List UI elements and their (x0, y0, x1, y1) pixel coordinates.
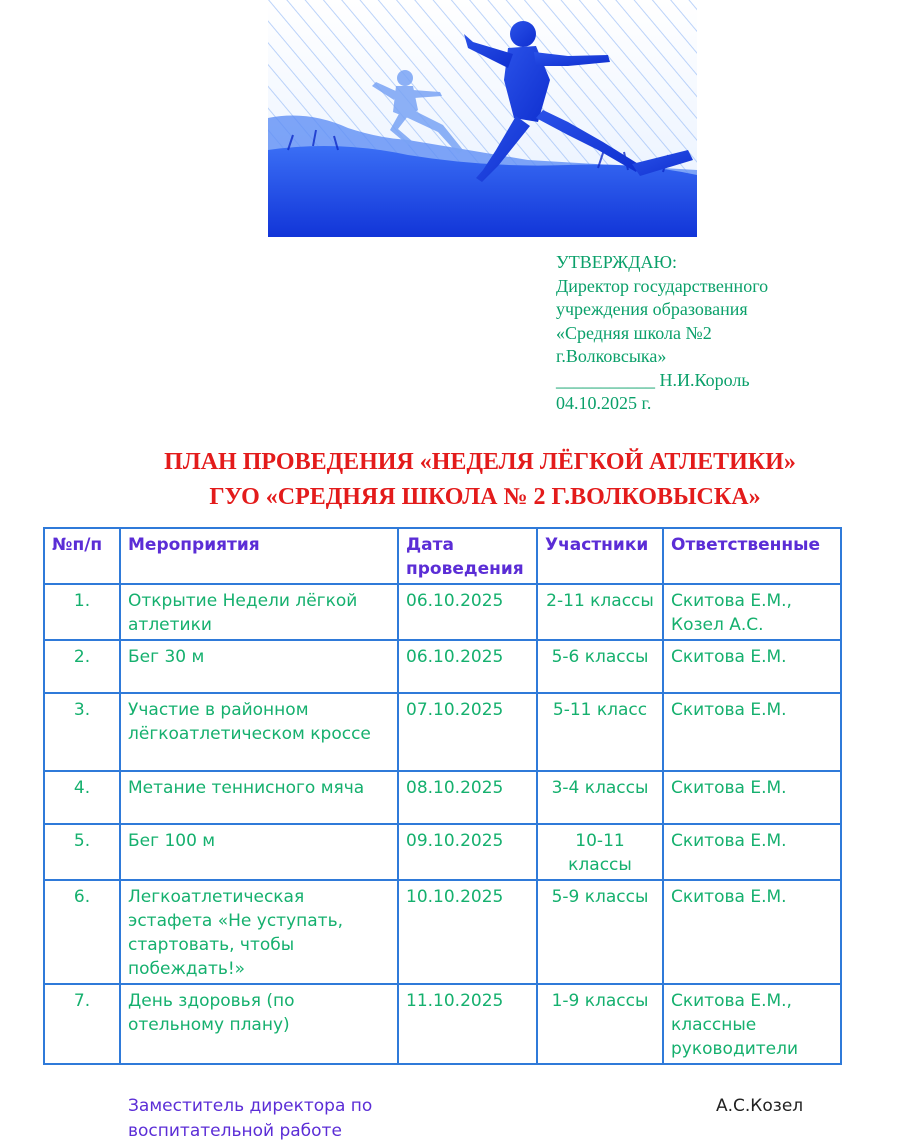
footer-signature: А.С.Козел (716, 1096, 804, 1116)
row-number: 2. (44, 640, 120, 693)
row-participants: 5-9 классы (537, 880, 663, 984)
row-participants: 1-9 классы (537, 984, 663, 1064)
plan-title-line2: ГУО «СРЕДНЯЯ ШКОЛА № 2 Г.ВОЛКОВЫСКА» (209, 484, 761, 510)
row-date: 06.10.2025 (398, 584, 537, 640)
approval-signature: ___________ Н.И.Король (556, 369, 750, 390)
row-number: 7. (44, 984, 120, 1064)
row-date: 08.10.2025 (398, 771, 537, 824)
row-event: Участие в районном лёгкоатлетическом кроссе (120, 693, 398, 771)
row-event: День здоровья (по отельному плану) (120, 984, 398, 1064)
approval-position-line2: учреждения образования (556, 299, 748, 319)
row-event: Метание теннисного мяча (120, 771, 398, 824)
row-participants: 5-6 классы (537, 640, 663, 693)
table-row (44, 693, 841, 771)
runners-banner (268, 0, 697, 237)
approval-school-line2: г.Волковсыка» (556, 346, 667, 366)
row-participants: 2-11 классы (537, 584, 663, 640)
table-row (44, 880, 841, 984)
row-date: 07.10.2025 (398, 693, 537, 771)
table-row (44, 584, 841, 640)
header-participants: Участники (537, 528, 663, 584)
row-date: 11.10.2025 (398, 984, 537, 1064)
row-responsible: Скитова Е.М. (663, 880, 841, 984)
plan-title-line1: ПЛАН ПРОВЕДЕНИЯ «НЕДЕЛЯ ЛЁГКОЙ АТЛЕТИКИ» (164, 449, 796, 475)
table-header-row (44, 528, 841, 584)
row-number: 4. (44, 771, 120, 824)
header-event: Мероприятия (120, 528, 398, 584)
approval-school-line1: «Средняя школа №2 (556, 322, 712, 343)
header-number: №п/п (44, 528, 120, 584)
row-number: 5. (44, 824, 120, 880)
row-responsible: Скитова Е.М. (663, 771, 841, 824)
row-responsible: Скитова Е.М. (663, 693, 841, 771)
row-participants: 5-11 класс (537, 693, 663, 771)
row-number: 1. (44, 584, 120, 640)
row-event: Открытие Недели лёгкой атлетики (120, 584, 398, 640)
header-date: Дата проведения (398, 528, 537, 584)
row-responsible: Скитова Е.М., классные руководители (663, 984, 841, 1064)
row-date: 09.10.2025 (398, 824, 537, 880)
table-row (44, 640, 841, 693)
runners-illustration (268, 0, 697, 237)
row-date: 10.10.2025 (398, 880, 537, 984)
approval-date: 04.10.2025 г. (556, 393, 652, 413)
row-number: 3. (44, 693, 120, 771)
row-responsible: Скитова Е.М., Козел А.С. (663, 584, 841, 640)
row-participants: 10-11 классы (537, 824, 663, 880)
table-row (44, 771, 841, 824)
table-row (44, 984, 841, 1064)
row-responsible: Скитова Е.М. (663, 640, 841, 693)
row-number: 6. (44, 880, 120, 984)
table-row (44, 824, 841, 880)
row-event: Бег 100 м (120, 824, 398, 880)
row-event: Бег 30 м (120, 640, 398, 693)
row-responsible: Скитова Е.М. (663, 824, 841, 880)
footer-position-line2: воспитательной работе (128, 1121, 342, 1141)
approval-position-line1: Директор государственного (556, 275, 769, 296)
approval-heading: УТВЕРЖДАЮ: (556, 252, 678, 272)
row-date: 06.10.2025 (398, 640, 537, 693)
approval-block (556, 251, 886, 416)
events-table (43, 527, 842, 1065)
footer-position (128, 1094, 372, 1144)
footer-position-line1: Заместитель директора по (128, 1096, 373, 1116)
header-responsible: Ответственные (663, 528, 841, 584)
row-event: Легкоатлетическая эстафета «Не уступать, стартовать, чтобы побеждать!» (120, 880, 398, 984)
row-participants: 3-4 классы (537, 771, 663, 824)
